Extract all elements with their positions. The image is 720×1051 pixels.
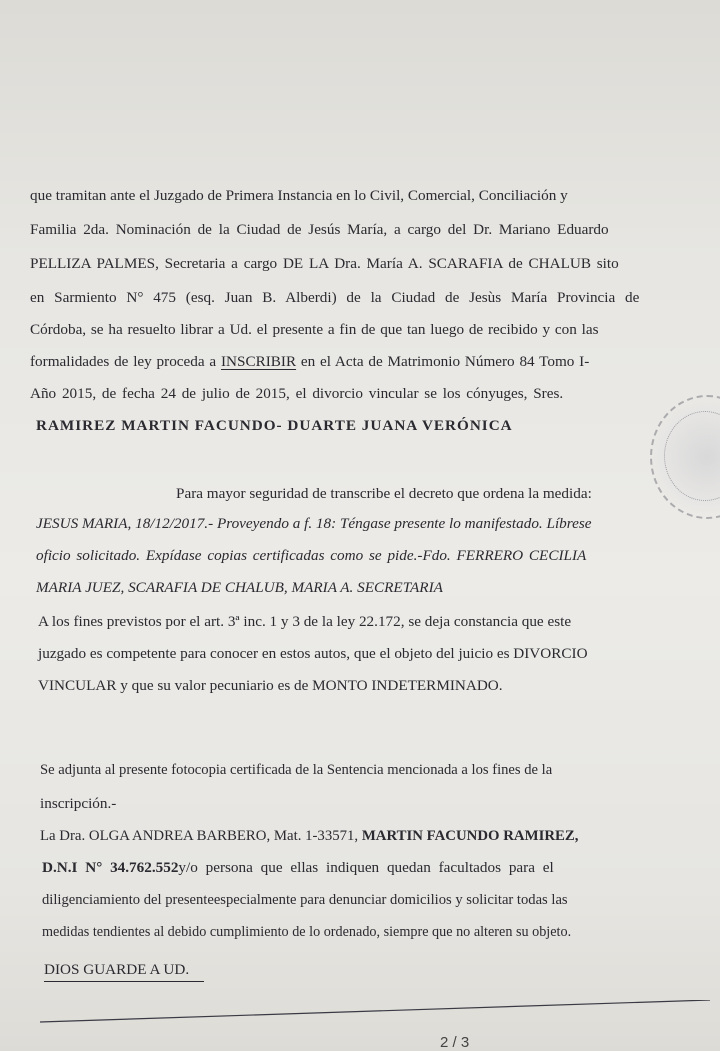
competence-line: juzgado es competente para conocer en estos autos, que el objeto del juicio es DIVORCIO xyxy=(38,645,588,662)
signature-line xyxy=(40,1000,720,1036)
body-line xyxy=(30,186,638,206)
decree-line: oficio solicitado. Expídase copias certificadas como se pide.-Fdo. FERRERO CECILIA xyxy=(36,547,587,564)
decree-line: JESUS MARIA, 18/12/2017.- Proveyendo a f. 18: Téngase presente lo manifestado. Líbrese xyxy=(36,515,592,532)
authorization-line: diligenciamiento del presenteespecialmente para denunciar domicilios y solicitar todas las xyxy=(42,892,568,908)
body-line: PELLIZA PALMES, Secretaria a cargo DE LA Dra. María A. SCARAFIA de CHALUB sito xyxy=(30,255,619,272)
text-line: que tramitan ante el Juzgado de Primera Instancia en lo Civil, Comercial, Conciliación y xyxy=(30,187,568,204)
decree-intro: Para mayor seguridad de transcribe el decreto que ordena la medida: xyxy=(176,485,592,502)
attachment-line: Se adjunta al presente fotocopia certificada de la Sentencia mencionada a los fines de la xyxy=(40,762,553,778)
page-number: 2 / 3 xyxy=(440,1034,470,1051)
competence-line: VINCULAR y que su valor pecuniario es de MONTO INDETERMINADO. xyxy=(38,677,503,694)
closing-salutation: DIOS GUARDE A UD. xyxy=(44,960,204,982)
text-segment: La Dra. OLGA ANDREA BARBERO, Mat. 1-33571, xyxy=(40,828,359,844)
authorization-line xyxy=(42,858,650,878)
authorization-line: medidas tendientes al debido cumplimiento de lo ordenado, siempre que no alteren su objeto. xyxy=(42,924,572,940)
spouses-names: RAMIREZ MARTIN FACUNDO- DUARTE JUANA VERÓNICA xyxy=(36,417,513,434)
text-segment: y/o persona que ellas indiquen quedan facultados para el xyxy=(178,859,554,876)
official-seal-stamp xyxy=(650,395,720,519)
dni-number: D.N.I N° 34.762.552 xyxy=(42,859,179,876)
body-line: Córdoba, se ha resuelto librar a Ud. el presente a fin de que tan luego de recibido y con las xyxy=(30,321,599,338)
body-line xyxy=(30,352,638,372)
body-line: en Sarmiento N° 475 (esq. Juan B. Alberdi) de la Ciudad de Jesùs María Provincia de xyxy=(30,289,640,306)
text-segment: formalidades de ley proceda a xyxy=(30,353,217,370)
body-line: Año 2015, de fecha 24 de julio de 2015, el divorcio vincular se los cónyuges, Sres. xyxy=(30,385,564,402)
attachment-line: inscripción.- xyxy=(40,795,117,812)
inscribir-emphasis: INSCRIBIR xyxy=(220,353,297,370)
authorized-person: MARTIN FACUNDO RAMIREZ, xyxy=(361,828,579,844)
text-segment: en el Acta de Matrimonio Número 84 Tomo I- xyxy=(300,353,590,370)
competence-line: A los fines previstos por el art. 3ª inc. 1 y 3 de la ley 22.172, se deja constancia que este xyxy=(38,613,572,630)
authorization-line xyxy=(40,826,648,846)
decree-line: MARIA JUEZ, SCARAFIA DE CHALUB, MARIA A. SECRETARIA xyxy=(36,579,443,596)
body-line: Familia 2da. Nominación de la Ciudad de Jesús María, a cargo del Dr. Mariano Eduardo xyxy=(30,221,609,238)
